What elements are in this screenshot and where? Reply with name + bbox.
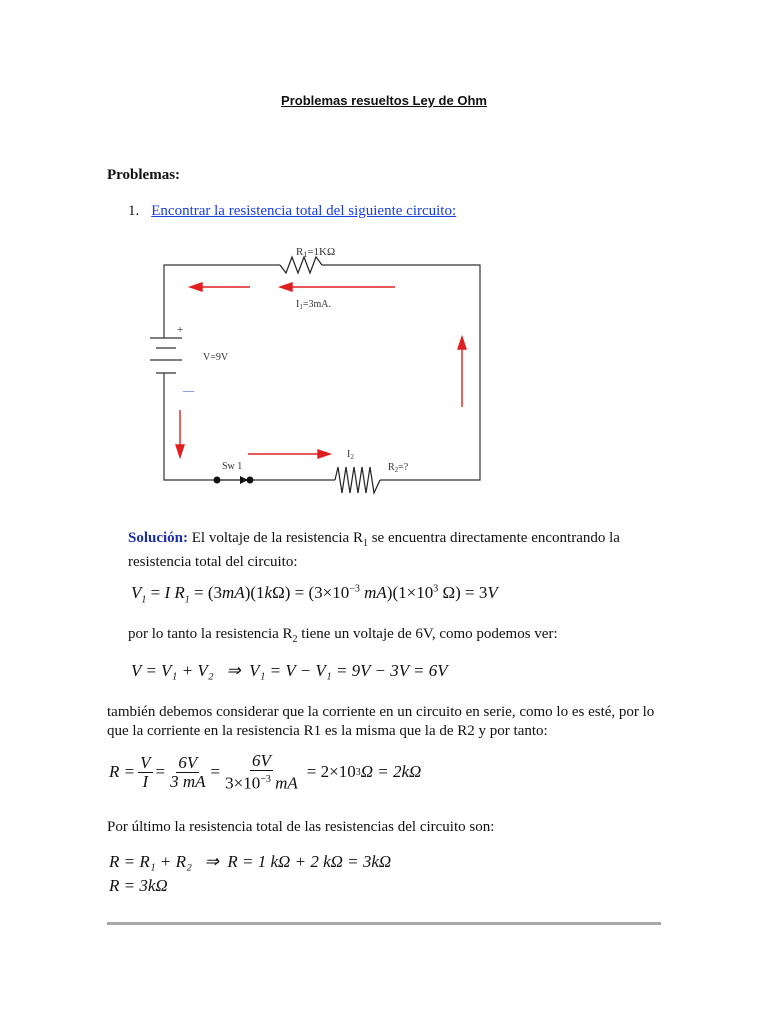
wire-top-left bbox=[164, 265, 280, 325]
fraction-6v-over-3e-3ma: $\frac{6V}{3\times 10^{-3} mA}$ bbox=[225, 751, 298, 793]
i2-label: $I_2$ bbox=[347, 449, 354, 461]
document-title: Problemas resueltos Ley de Ohm bbox=[281, 93, 487, 108]
switch-terminal-left bbox=[214, 477, 221, 484]
r2-label: $R_2=$? bbox=[388, 462, 409, 474]
equation-v2: V = V₁ + V₂ ⇒ V₁ = V − V₁ = 9V − 3V = 6V bbox=[131, 661, 448, 680]
i1-label: $I_1=3mA$. bbox=[296, 299, 331, 311]
wire-bottom-left bbox=[164, 385, 335, 480]
minus-sign: __ bbox=[183, 381, 194, 393]
switch-arrow-icon bbox=[240, 476, 248, 484]
problem-link[interactable]: Encontrar la resistencia total del siguiente circuito: bbox=[151, 203, 457, 219]
r1-label: R1=1KΩ bbox=[296, 246, 336, 259]
fraction-v-over-i: $\frac{V}{I}$ bbox=[140, 752, 151, 791]
r2-voltage-paragraph: por lo tanto la resistencia $R_2$ tiene un voltaje de 6V, como podemos ver: bbox=[128, 626, 558, 645]
plus-sign: + bbox=[177, 324, 184, 336]
solution-label: Solución: bbox=[128, 530, 189, 546]
series-paragraph: también debemos considerar que la corriente en un circuito en serie, como lo es esté, por lo que la corriente en la resistencia R1 es la misma que la de R2 y por tanto: bbox=[107, 704, 655, 739]
section-heading: Problemas: bbox=[107, 167, 181, 183]
switch-label: Sw 1 bbox=[222, 461, 243, 472]
equation-total: R = R₁ + R₂ ⇒ R = 1 kΩ + 2 kΩ = 3kΩ bbox=[109, 852, 392, 871]
solution-paragraph: Solución: El voltaje de la resistencia $R_1$ se encuentra directamente encontrando la resistencia total del circuito: bbox=[128, 530, 620, 570]
voltage-label: V=9V bbox=[203, 352, 229, 363]
equation-v1: $V_1 = I$ $R_1 = (3mA)(1k\Omega) = (3\times 10^{-3}$ $mA)(1\times 10^3$ Ω) = 3V bbox=[131, 583, 498, 606]
resistor-r1-icon bbox=[280, 257, 322, 273]
problem-item bbox=[128, 203, 456, 220]
item-number: 1. bbox=[128, 203, 140, 219]
equation-r2: R = $\frac{V}{I}$ = $\frac{6V}{3 mA}$ = $\frac{6V}{3\times 10^{-3} mA}$ = 2×10 3 Ω = 2kΩ bbox=[109, 751, 422, 793]
resistor-r2-icon bbox=[335, 467, 380, 493]
wire-top-right bbox=[322, 265, 480, 480]
footer-divider bbox=[107, 922, 661, 925]
equation-total-result: R = 3kΩ bbox=[109, 876, 168, 895]
fraction-6v-over-3ma: $\frac{6V}{3 mA}$ bbox=[170, 752, 206, 791]
total-paragraph: Por último la resistencia total de las resistencias del circuito son: bbox=[107, 819, 495, 835]
circuit-diagram bbox=[150, 235, 490, 495]
